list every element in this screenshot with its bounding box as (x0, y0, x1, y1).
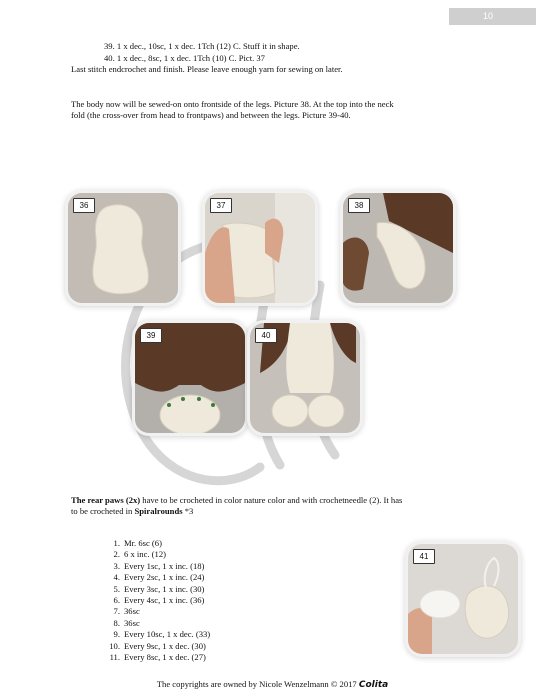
photo-41 (408, 544, 518, 654)
photo-36 (68, 193, 178, 303)
photo-40 (250, 323, 360, 433)
photo-label-40: 40 (255, 328, 277, 343)
photo-37 (205, 193, 315, 303)
list-item-text: Every 10sc, 1 x dec. (33) (124, 629, 211, 640)
page-number: 10 (449, 8, 536, 25)
photo-39 (135, 323, 245, 433)
photo-label-39: 39 (140, 328, 162, 343)
rear-paws-line-2 (71, 506, 193, 517)
list-item (104, 572, 210, 583)
list-item-text: Every 1sc, 1 x inc. (18) (124, 560, 205, 571)
brand-logo: Colita (358, 680, 389, 690)
footer-copyright (0, 679, 545, 690)
list-item-text: 36sc (124, 606, 140, 617)
instruction-line-40: 40. 1 x dec., 8sc, 1 x dec. 1Tch (10) C. Pict. 37 (104, 53, 265, 63)
list-item-number: 7. (113, 606, 120, 617)
photo-label-41: 41 (413, 549, 435, 564)
photo-label-37: 37 (210, 198, 232, 213)
list-item-number: 11. (109, 652, 120, 663)
rear-paws-line-1 (71, 495, 402, 506)
list-item (104, 652, 210, 663)
finish-note: Last stitch endcrochet and finish. Please leave enough yarn for sewing on later. (71, 64, 343, 74)
list-item-text: 36sc (124, 617, 140, 628)
list-item (104, 538, 210, 549)
list-item (104, 618, 210, 629)
rounds-list (104, 538, 210, 663)
list-item (104, 641, 210, 652)
body-text-line-2: fold (the cross-over from head to frontpaws) and between the legs. Picture 39-40. (71, 110, 351, 120)
list-item-number: 2. (113, 549, 120, 560)
list-item-number: 6. (113, 595, 120, 606)
list-item (104, 561, 210, 572)
list-item-number: 1. (113, 538, 120, 548)
photo-label-38: 38 (348, 198, 370, 213)
list-item (104, 606, 210, 617)
list-item-text: Every 9sc, 1 x dec. (30) (124, 640, 206, 651)
list-item (104, 629, 210, 640)
list-item-text: Every 3sc, 1 x inc. (30) (124, 583, 205, 594)
rear-paws-text-1: have to be crocheted in color nature color and with crochetneedle (2). It has (140, 495, 403, 505)
list-item-text: Every 4sc, 1 x inc. (36) (124, 595, 205, 606)
rear-paws-text-2-suffix: *3 (182, 506, 194, 516)
list-item-number: 10. (109, 640, 120, 651)
list-item (104, 549, 210, 560)
rear-paws-text-2-prefix: to be crocheted in (71, 506, 135, 516)
rear-paws-title: The rear paws (2x) (71, 495, 141, 505)
list-item-number: 3. (113, 560, 120, 571)
copyright-text: The copyrights are owned by Nicole Wenzelmann © 2017 (156, 679, 359, 689)
list-item-number: 4. (113, 572, 120, 583)
list-item-text: Every 2sc, 1 x inc. (24) (124, 572, 205, 583)
list-item-number: 9. (113, 629, 120, 640)
photo-label-36: 36 (73, 198, 95, 213)
list-item-text: Every 8sc, 1 x dec. (27) (124, 652, 206, 663)
list-item (104, 595, 210, 606)
list-item (104, 584, 210, 595)
instruction-line-39: 39. 1 x dec., 10sc, 1 x dec. 1Tch (12) C. Stuff it in shape. (104, 41, 300, 51)
spiralrounds-term: Spiralrounds (134, 506, 183, 516)
list-item-text: Mr. 6sc (6) (124, 538, 162, 548)
photo-38 (343, 193, 453, 303)
body-text-line-1: The body now will be sewed-on onto frontside of the legs. Picture 38. At the top into the neck (71, 99, 394, 109)
list-item-number: 8. (113, 617, 120, 628)
list-item-number: 5. (113, 583, 120, 594)
list-item-text: 6 x inc. (12) (124, 549, 167, 560)
